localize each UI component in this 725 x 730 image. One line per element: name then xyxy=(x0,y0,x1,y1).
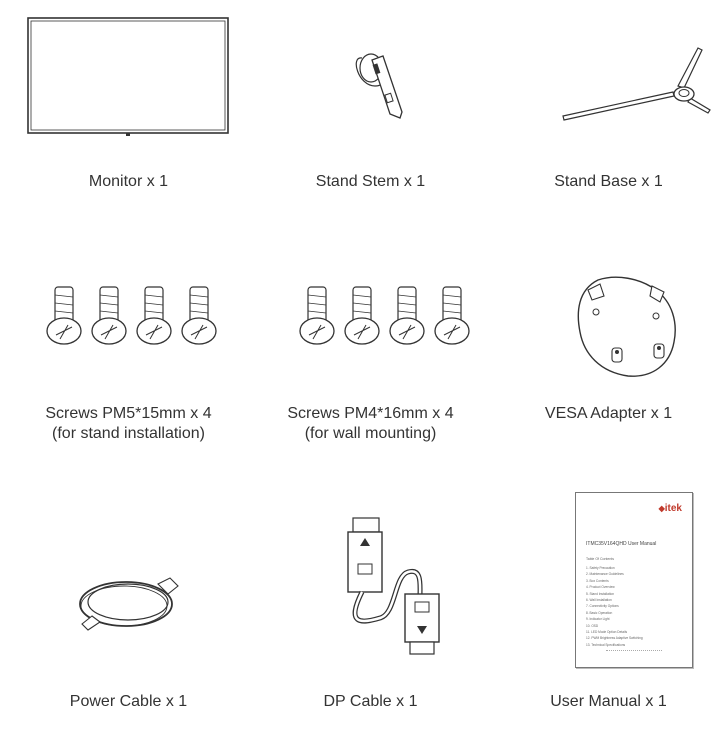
manual-contents-list: 1. Safety Precaution 2. Maintenance Guidelines 3. Box Contents 4. Product Overview 5. Stand Installation 6. Wall Installation 7. Connectivity Options 8. Basic Operation 9. Indicator Light 10. OSD 11. LED Mode Option Details 12. PWM Brightness Adaptive Switching 13. Technical Specifications xyxy=(586,566,643,647)
screws-icon xyxy=(8,283,249,353)
manual-title: ITMC35V164QHD User Manual xyxy=(586,541,657,547)
item-subcaption: (for stand installation) xyxy=(52,425,205,442)
item-caption: Screws PM5*15mm x 4 xyxy=(45,405,212,422)
item-caption: Stand Base x 1 xyxy=(554,173,663,190)
stand-base-icon xyxy=(488,40,725,130)
monitor-icon xyxy=(8,14,249,139)
item-subcaption: (for wall mounting) xyxy=(304,425,437,442)
item-caption: Screws PM4*16mm x 4 xyxy=(287,405,454,422)
manual-footer-line xyxy=(606,650,662,651)
stand-stem-icon xyxy=(250,46,491,126)
item-caption: User Manual x 1 xyxy=(550,693,667,710)
user-manual-cover xyxy=(575,492,693,668)
dp-cable-icon xyxy=(250,514,491,659)
item-caption: DP Cable x 1 xyxy=(323,693,418,710)
vesa-adapter-icon xyxy=(488,272,725,382)
manual-contents-heading: Table Of Contents xyxy=(586,557,615,561)
manual-brand: ◆itek xyxy=(658,503,682,514)
item-caption: Monitor x 1 xyxy=(88,173,169,190)
screws-icon xyxy=(250,283,491,353)
power-cable-icon xyxy=(8,572,249,637)
item-caption: VESA Adapter x 1 xyxy=(544,405,673,422)
item-caption: Stand Stem x 1 xyxy=(315,173,426,190)
item-caption: Power Cable x 1 xyxy=(69,693,188,710)
